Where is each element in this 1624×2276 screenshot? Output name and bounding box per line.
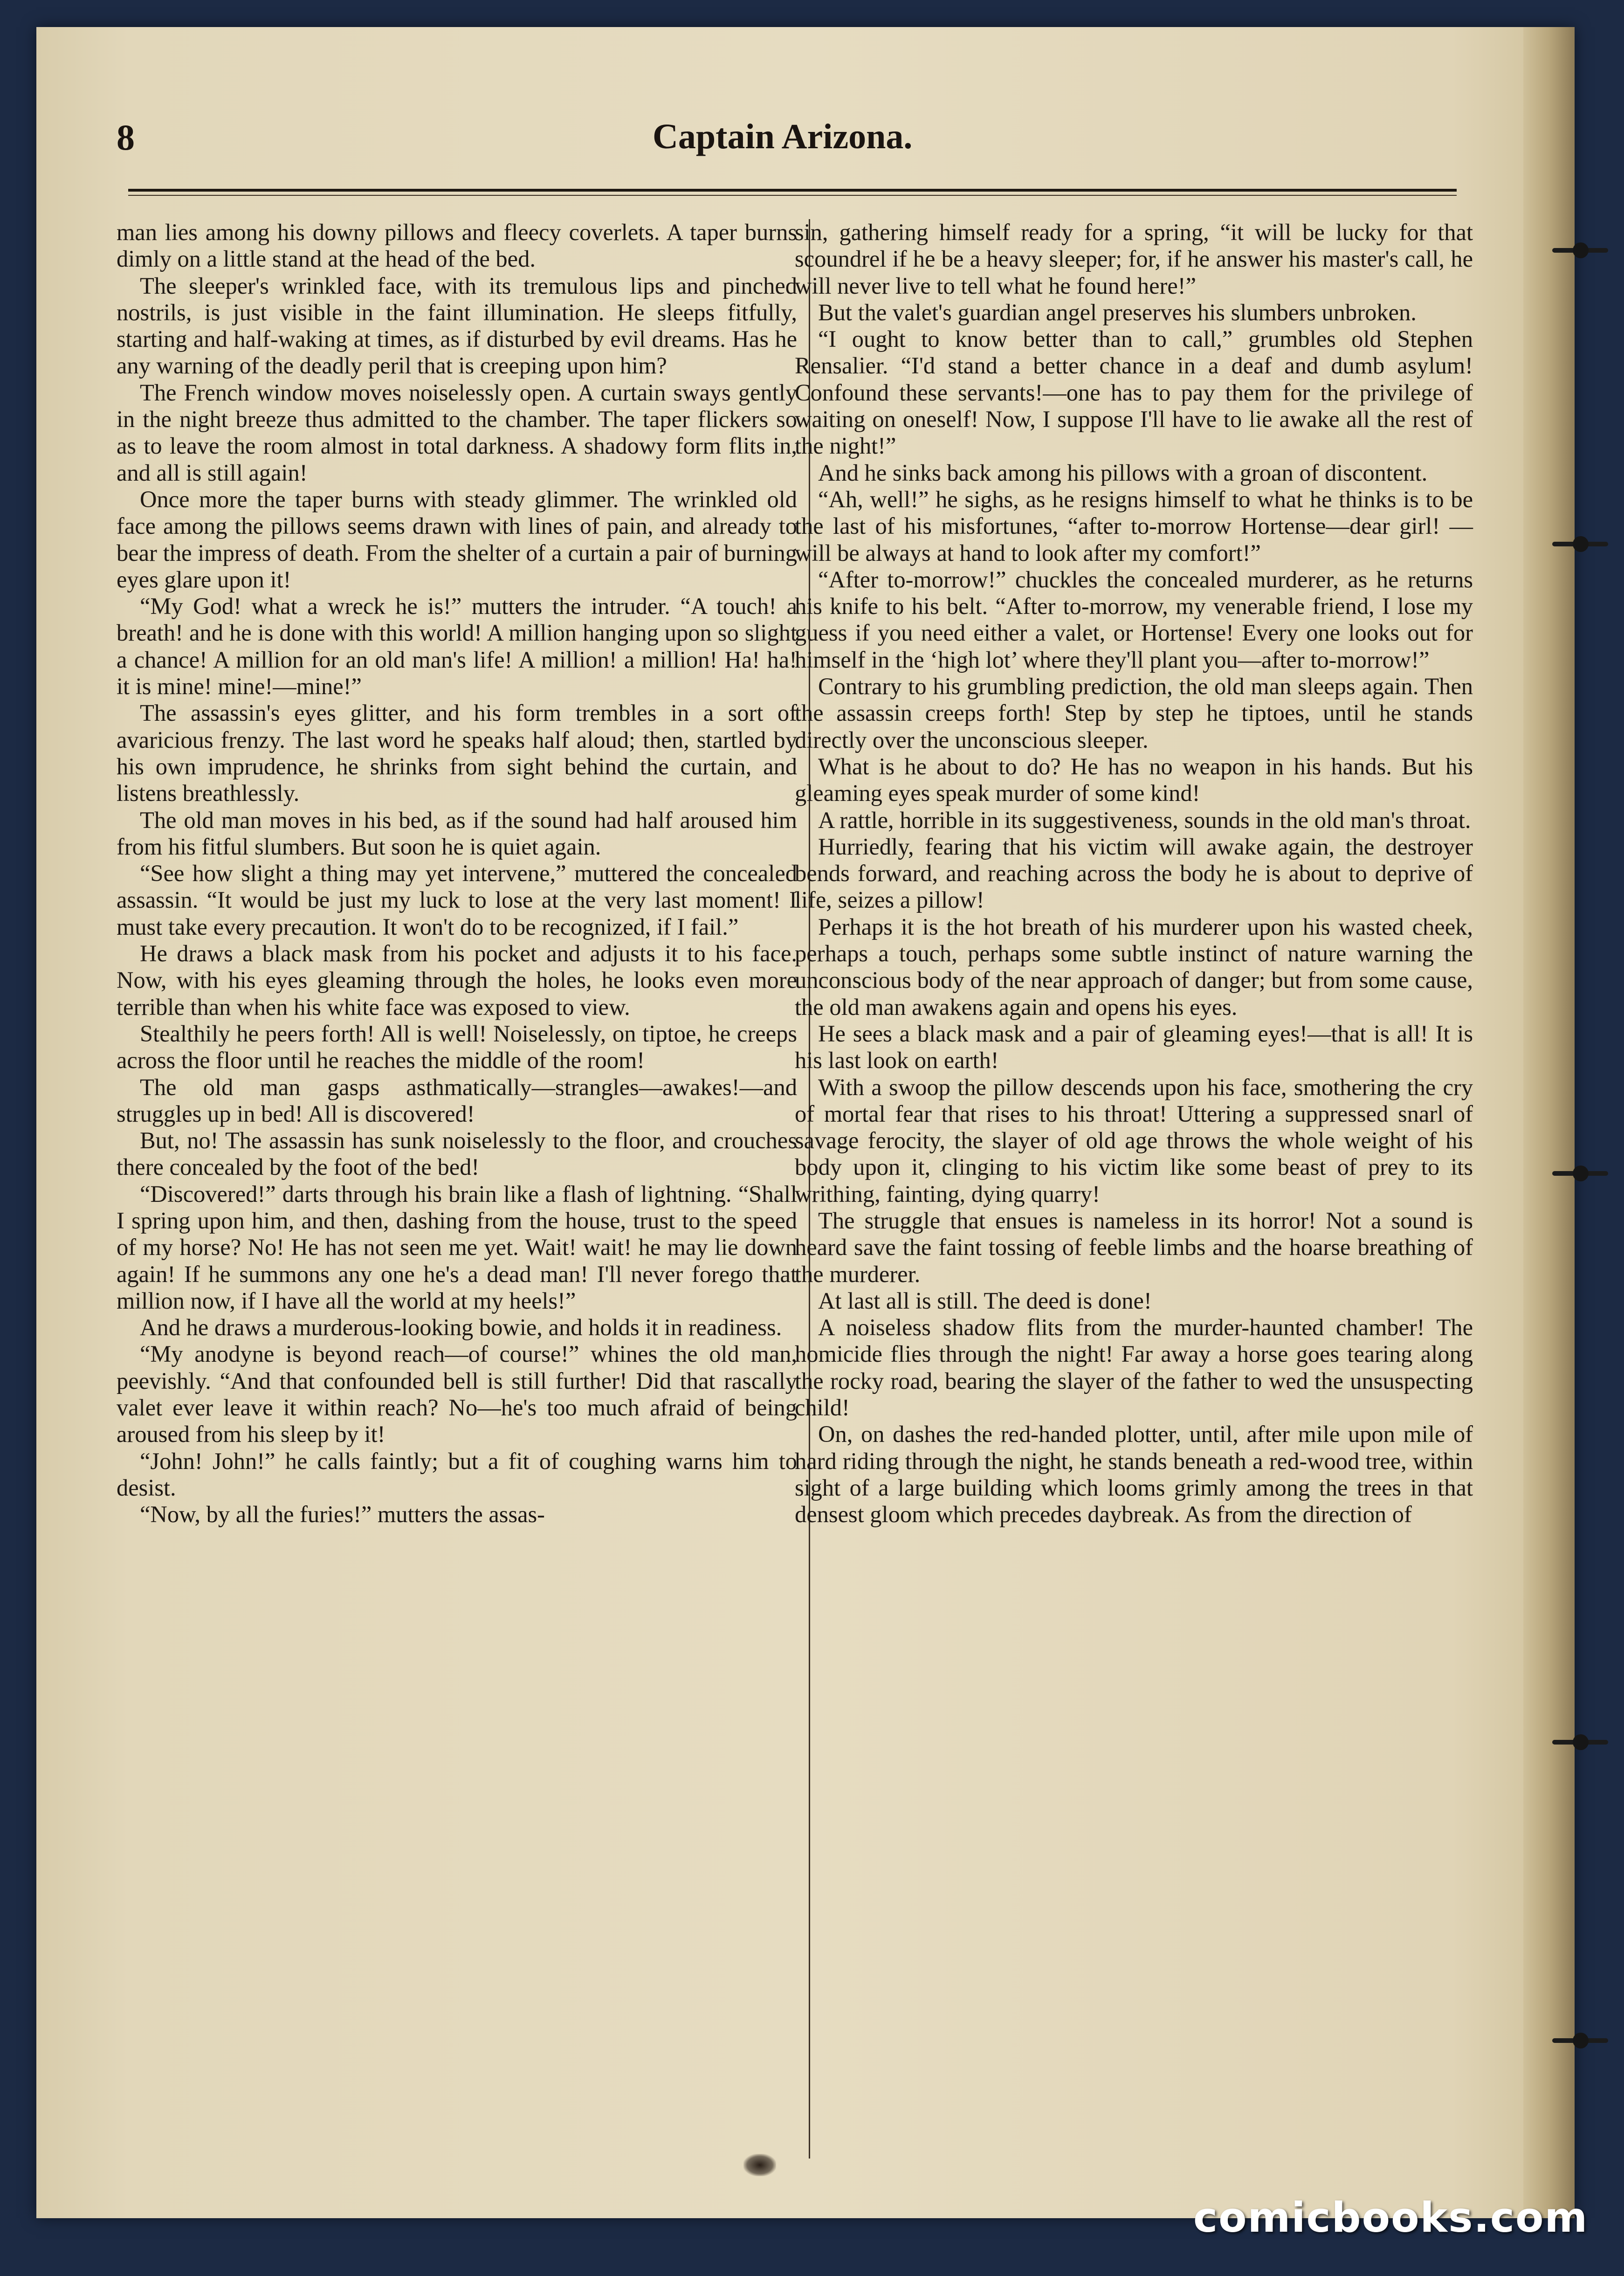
header-rule-thin — [128, 195, 1457, 196]
paragraph: He sees a black mask and a pair of gleaming eyes!—that is all! It is his last look on earth! — [795, 1020, 1473, 1074]
binding-stitch — [1552, 242, 1608, 258]
paragraph: What is he about to do? He has no weapon in his hands. But his gleaming eyes speak murder of some kind! — [795, 753, 1473, 807]
paragraph: At last all is still. The deed is done! — [818, 1287, 1152, 1314]
paragraph: He draws a black mask from his pocket and adjusts it to his face. Now, with his eyes gleaming through the holes, he looks even more terrible than when his white face was exposed to view. — [117, 940, 797, 1020]
paragraph: The French window moves noiselessly open. A curtain sways gently in the night breeze thus admitted to the chamber. The taper flickers so as to leave the room almost in total darkness. A shadowy form flits in, and all is still again! — [117, 379, 797, 486]
paragraph: And he sinks back among his pillows with a groan of discontent. — [818, 459, 1428, 486]
paragraph: A noiseless shadow flits from the murder-haunted chamber! The homicide flies through the night! Far away a horse goes tearing along the rocky road, bearing the slayer of the father to wed the unsuspecting child! — [795, 1314, 1473, 1421]
paragraph: But the valet's guardian angel preserves his slumbers unbroken. — [818, 299, 1417, 325]
page-header — [117, 112, 1468, 186]
header-rule — [128, 189, 1457, 192]
paragraph: Perhaps it is the hot breath of his murderer upon his wasted cheek, perhaps a touch, perhaps some subtle instinct of nature warning the unconscious body of the near approach of danger; but from some cause, the old man awakens again and opens his eyes. — [795, 913, 1473, 1020]
paragraph: The old man gasps asthmatically—strangles—awakes!—and struggles up in bed! All is discovered! — [117, 1074, 797, 1127]
paragraph: “Ah, well!” he sighs, as he resigns himself to what he thinks is to be the last of his misfortunes, “after to-morrow Hortense—dear girl! —will be always at hand to look after my comfort!” — [795, 486, 1473, 566]
left-column — [117, 219, 797, 1528]
ink-smudge — [743, 2154, 776, 2176]
paragraph: sin, gathering himself ready for a spring, “it will be lucky for that scoundrel if he be a heavy sleeper; for, if he answer his master's call, he will never live to tell what he found here!” — [795, 219, 1473, 299]
paragraph: The old man moves in his bed, as if the sound had half aroused him from his fitful slumbers. But soon he is quiet again. — [117, 807, 797, 860]
paragraph: A rattle, horrible in its suggestiveness, sounds in the old man's throat. — [818, 807, 1471, 833]
binding-stitch — [1552, 1166, 1608, 1181]
paragraph: “I ought to know better than to call,” grumbles old Stephen Rensalier. “I'd stand a better chance in a deaf and dumb asylum! Confound these servants!—one has to pay them for the privilege of waiting on oneself! Now, I suppose I'll have to lie awake all the rest of the night!” — [795, 326, 1473, 459]
paragraph: Hurriedly, fearing that his victim will awake again, the destroyer bends forward, and reaching across the body he is about to deprive of life, seizes a pillow! — [795, 833, 1473, 913]
paragraph: With a swoop the pillow descends upon his face, smothering the cry of mortal fear that rises to his throat! Uttering a suppressed snarl of savage ferocity, the slayer of old age throws the whole weight of his body upon it, clinging to his victim like some beast of prey to its writhing, fainting, dying quarry! — [795, 1074, 1473, 1207]
watermark: comicbooks.com — [1193, 2193, 1589, 2242]
paragraph: Stealthily he peers forth! All is well! Noiselessly, on tiptoe, he creeps across the floor until he reaches the middle of the room! — [117, 1020, 797, 1074]
paragraph: The struggle that ensues is nameless in its horror! Not a sound is heard save the faint tossing of feeble limbs and the hoarse breathing of the murderer. — [795, 1207, 1473, 1287]
running-title: Captain Arizona. — [653, 117, 913, 156]
paragraph: On, on dashes the red-handed plotter, until, after mile upon mile of hard riding through the night, he stands beneath a red-wood tree, within sight of a large building which looms grimly among the trees in that densest gloom which precedes daybreak. As from the direction of — [795, 1421, 1473, 1528]
paragraph: Once more the taper burns with steady glimmer. The wrinkled old face among the pillows seems drawn with lines of pain, and already to bear the impress of death. From the shelter of a curtain a pair of burning eyes glare upon it! — [117, 486, 797, 593]
binding-spine — [1523, 27, 1575, 2218]
paragraph: “Now, by all the furies!” mutters the assas- — [140, 1501, 545, 1528]
paragraph: man lies among his downy pillows and fleecy coverlets. A taper burns dimly on a little stand at the head of the bed. — [117, 219, 797, 272]
paragraph: “Discovered!” darts through his brain like a flash of lightning. “Shall I spring upon him, and then, dashing from the house, trust to the speed of my horse? No! He has not seen me yet. Wait! wait! he may lie down again! If he summons any one he's a dead man! I'll never forego that million now, if I have all the world at my heels!” — [117, 1180, 797, 1314]
paragraph: “John! John!” he calls faintly; but a fit of coughing warns him to desist. — [117, 1448, 797, 1501]
page-number: 8 — [117, 117, 135, 158]
right-column — [795, 219, 1473, 1528]
binding-stitch — [1552, 536, 1608, 552]
paragraph: “My God! what a wreck he is!” mutters the intruder. “A touch! a breath! and he is done with this world! A million hanging upon so slight a chance! A million for an old man's life! A million! a million! Ha! ha! it is mine! mine!—mine!” — [117, 593, 797, 700]
paragraph: “After to-morrow!” chuckles the concealed murderer, as he returns his knife to his belt. “After to-morrow, my venerable friend, I lose my guess if you need either a valet, or Hortense! Every one looks out for himself in the ‘high lot’ where they'll plant you—after to-morrow!” — [795, 566, 1473, 673]
paragraph: The sleeper's wrinkled face, with its tremulous lips and pinched nostrils, is just visible in the faint illumination. He sleeps fitfully, starting and half-waking at times, as if disturbed by evil dreams. Has he any warning of the deadly peril that is creeping upon him? — [117, 272, 797, 379]
paragraph: Contrary to his grumbling prediction, the old man sleeps again. Then the assassin creeps forth! Step by step he tiptoes, until he stands directly over the unconscious sleeper. — [795, 673, 1473, 753]
binding-stitch — [1552, 1734, 1608, 1750]
paragraph: But, no! The assassin has sunk noiselessly to the floor, and crouches there concealed by the foot of the bed! — [117, 1127, 797, 1180]
paragraph: “See how slight a thing may yet intervene,” muttered the concealed assassin. “It would be just my luck to lose at the very last moment! I must take every precaution. It won't do to be recognized, if I fail.” — [117, 860, 797, 940]
paragraph: “My anodyne is beyond reach—of course!” whines the old man, peevishly. “And that confounded bell is still further! Did that rascally valet ever leave it within reach? No—he's too much afraid of being aroused from his sleep by it! — [117, 1341, 797, 1448]
binding-stitch — [1552, 2033, 1608, 2048]
paragraph: The assassin's eyes glitter, and his form trembles in a sort of avaricious frenzy. The last word he speaks half aloud; then, startled by his own imprudence, he shrinks from sight behind the curtain, and listens breathlessly. — [117, 700, 797, 807]
paragraph: And he draws a murderous-looking bowie, and holds it in readiness. — [140, 1314, 782, 1341]
